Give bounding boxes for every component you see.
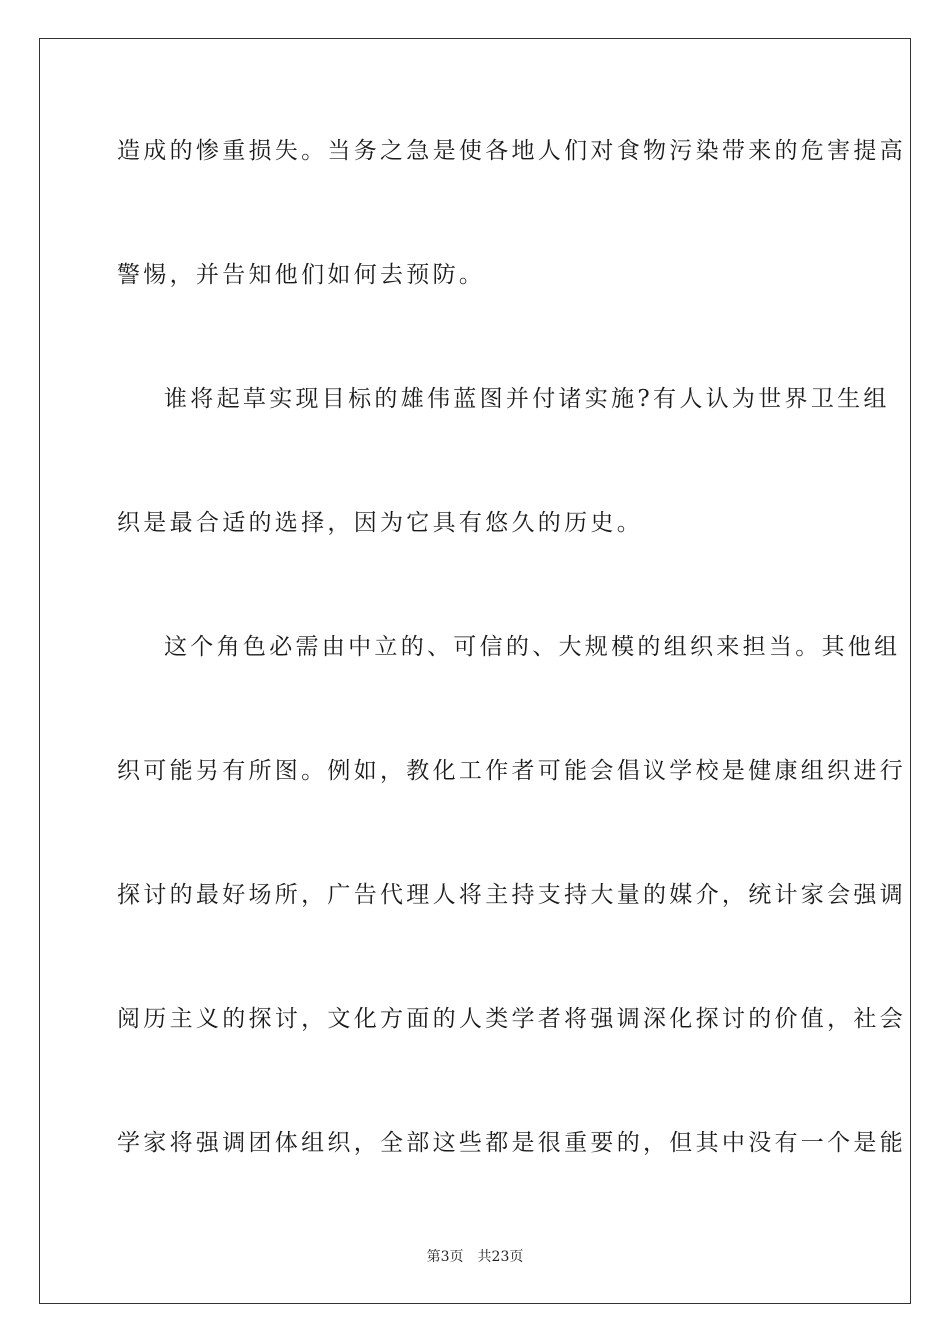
- body-text-line: 造成的惨重损失。当务之急是使各地人们对食物污染带来的危害提高: [117, 138, 906, 164]
- paragraph-start-line: 谁将起草实现目标的雄伟蓝图并付诸实施?有人认为世界卫生组: [164, 386, 890, 412]
- body-text-line: 阅历主义的探讨，文化方面的人类学者将强调深化探讨的价值，社会: [117, 1006, 906, 1032]
- page-number: 第3页: [426, 1249, 464, 1265]
- body-text-line: 探讨的最好场所，广告代理人将主持支持大量的媒介，统计家会强调: [117, 882, 906, 908]
- page-total: 共23页: [477, 1249, 524, 1265]
- body-text-line: 织可能另有所图。例如，教化工作者可能会倡议学校是健康组织进行: [117, 758, 906, 784]
- page-footer: [0, 1248, 950, 1266]
- body-text-line: 学家将强调团体组织，全部这些都是很重要的，但其中没有一个是能: [117, 1130, 906, 1156]
- page-frame: [39, 38, 911, 1304]
- body-text-line: 警惕，并告知他们如何去预防。: [117, 262, 486, 288]
- body-text-line: 织是最合适的选择，因为它具有悠久的历史。: [117, 510, 643, 536]
- paragraph-start-line: 这个角色必需由中立的、可信的、大规模的组织来担当。其他组: [164, 634, 901, 660]
